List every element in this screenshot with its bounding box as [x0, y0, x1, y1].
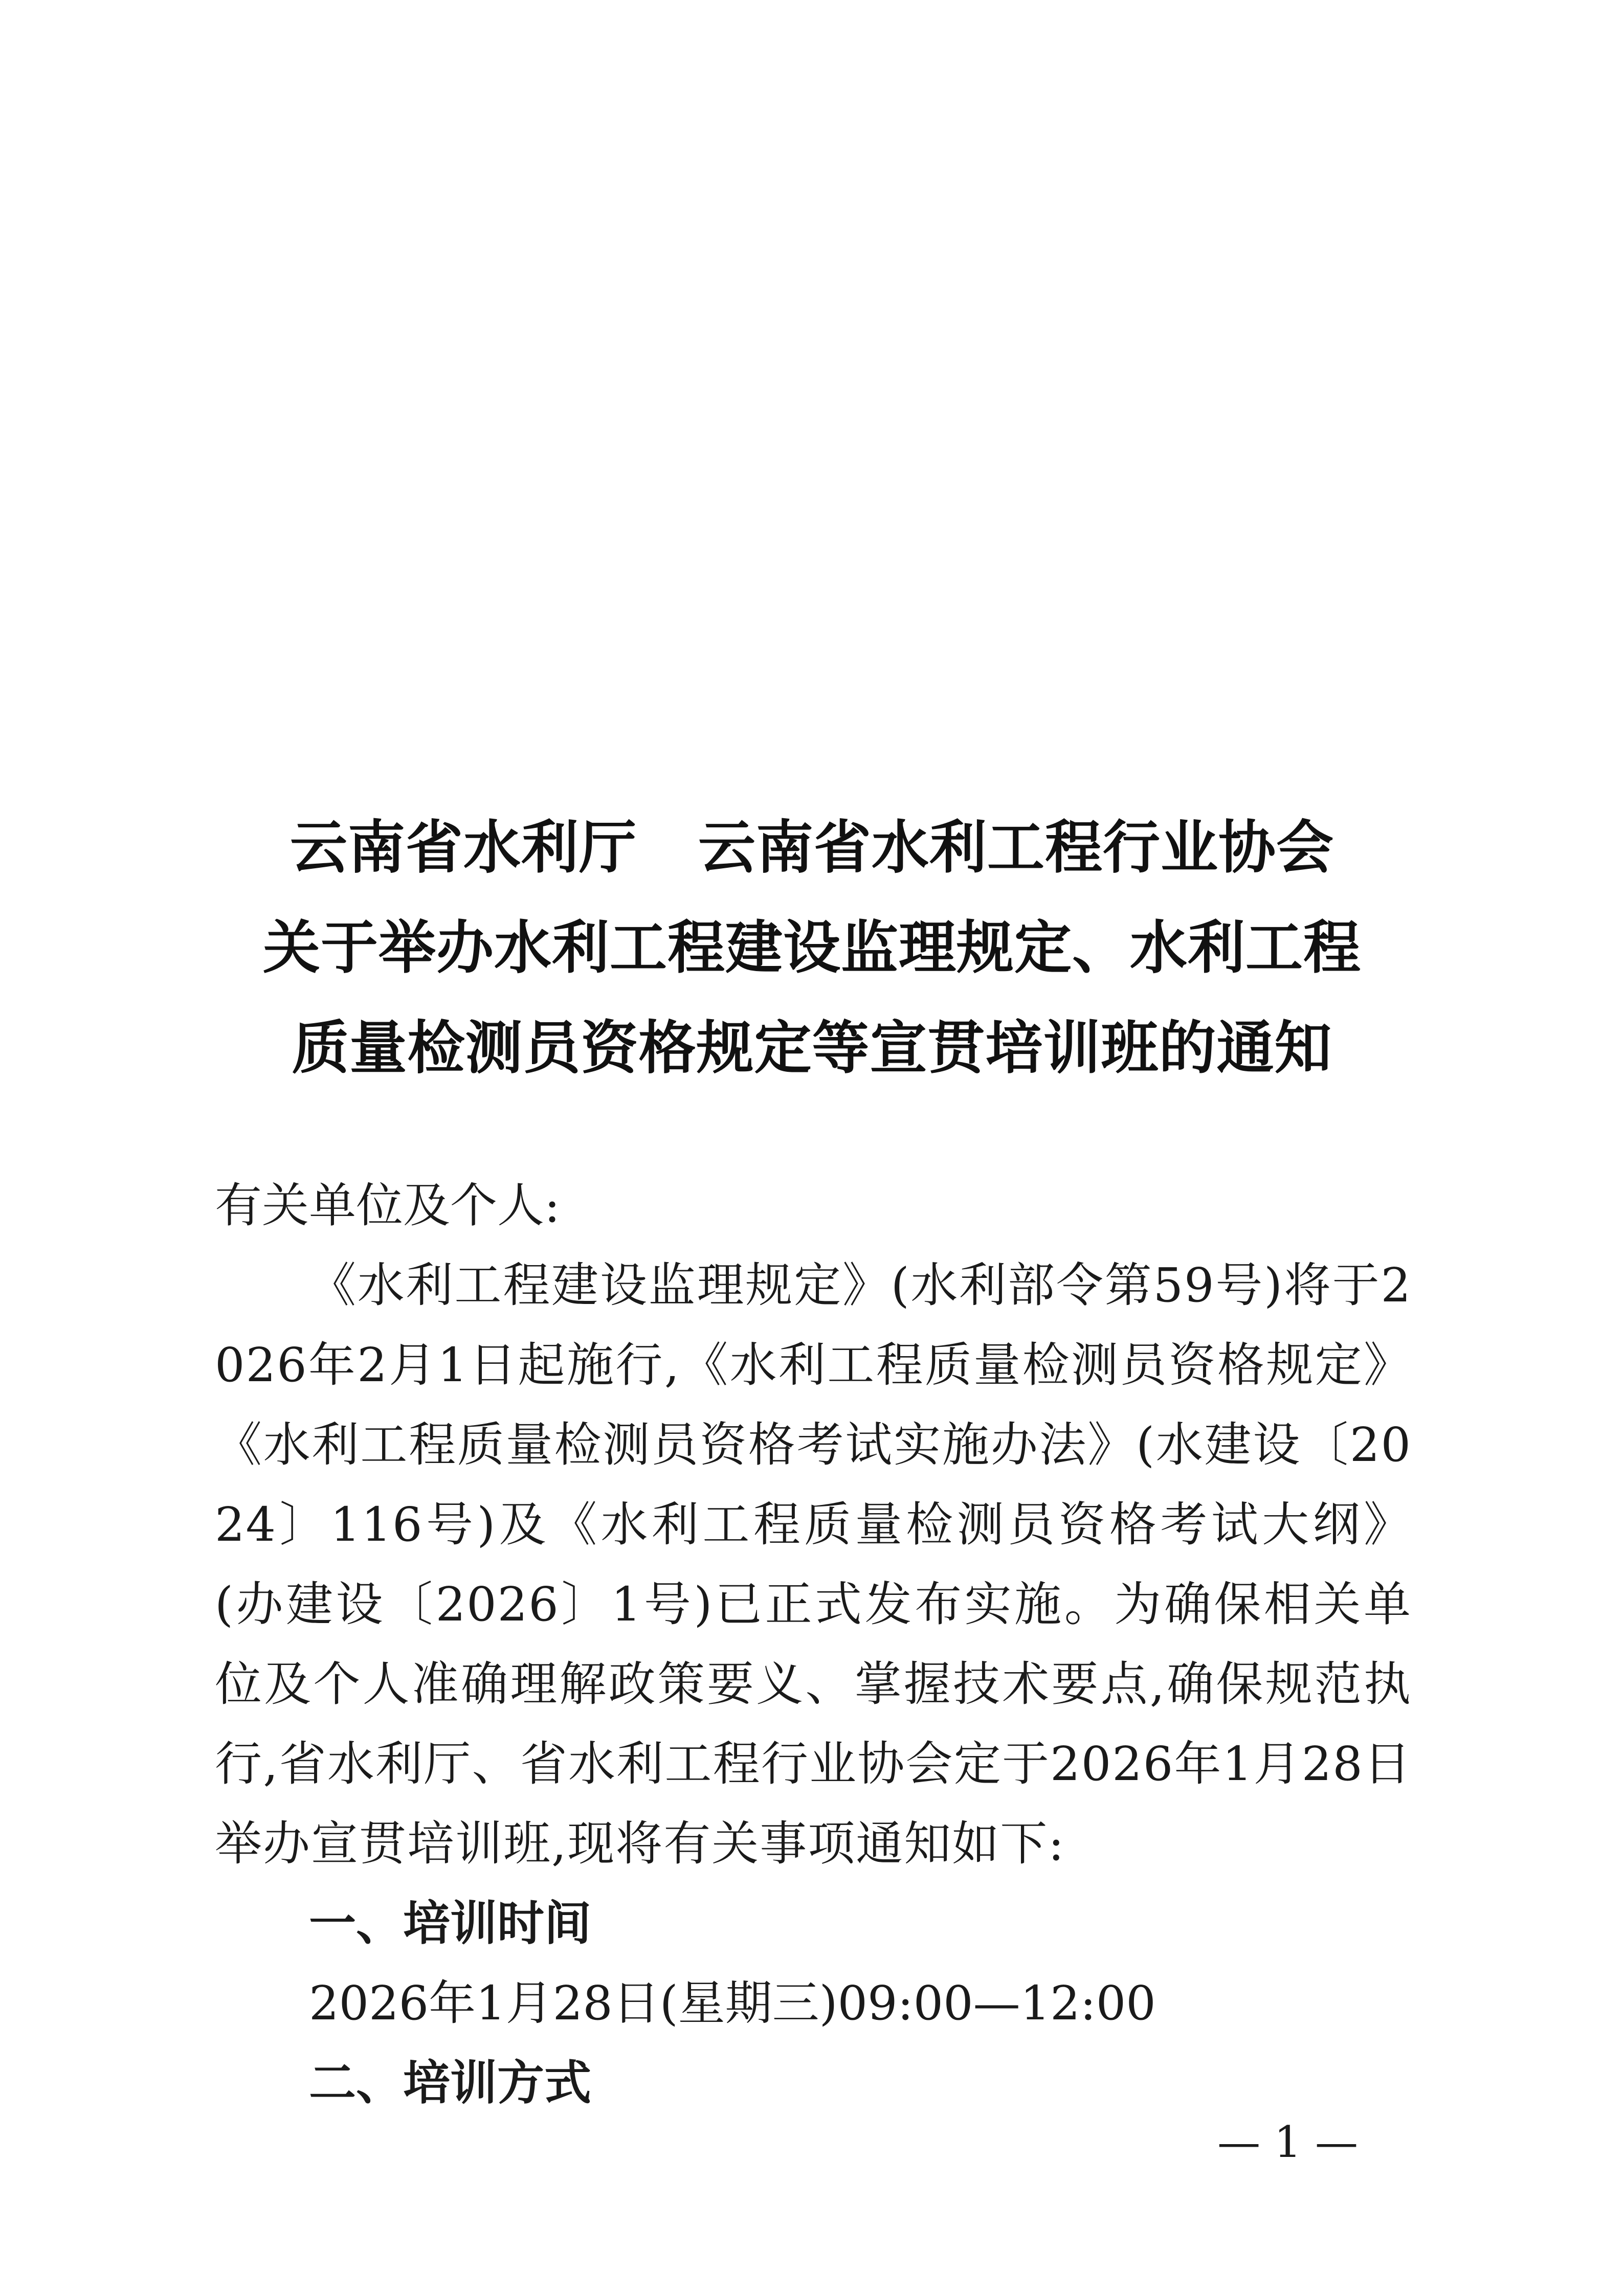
document-body [215, 1166, 1412, 2123]
intro-paragraph: 《水利工程建设监理规定》(水利部令第59号)将于2026年2月1日起施行,《水利工程质量检测员资格规定》《水利工程质量检测员资格考试实施办法》(水建设〔2024〕116号)及《水利工程质量检测员资格考试大纲》(办建设〔2026〕1号)已正式发布实施。为确保相关单位及个人准确理解政策要义、掌握技术要点,确保规范执行,省水利厅、省水利工程行业协会定于2026年1月28日举办宣贯培训班,现将有关事项通知如下: [215, 1258, 1412, 1871]
training-time-value: 2026年1月28日(星期三)09:00—12:00 [309, 1976, 1156, 2031]
document-title [0, 798, 1624, 1098]
salutation: 有关单位及个人: [215, 1178, 560, 1233]
title-line-1 [0, 798, 1624, 898]
title-line-2: 关于举办水利工程建设监理规定、水利工程 [263, 914, 1361, 981]
section-heading-training-time: 一、培训时间 [309, 1896, 592, 1951]
section-heading-training-method: 二、培训方式 [309, 2056, 592, 2110]
title-line-3: 质量检测员资格规定等宣贯培训班的通知 [292, 1015, 1332, 1082]
title-issuer-2: 云南省水利工程行业协会 [698, 814, 1334, 881]
page-number: — 1 — [1217, 2117, 1358, 2167]
title-issuer-1: 云南省水利厅 [290, 814, 637, 881]
